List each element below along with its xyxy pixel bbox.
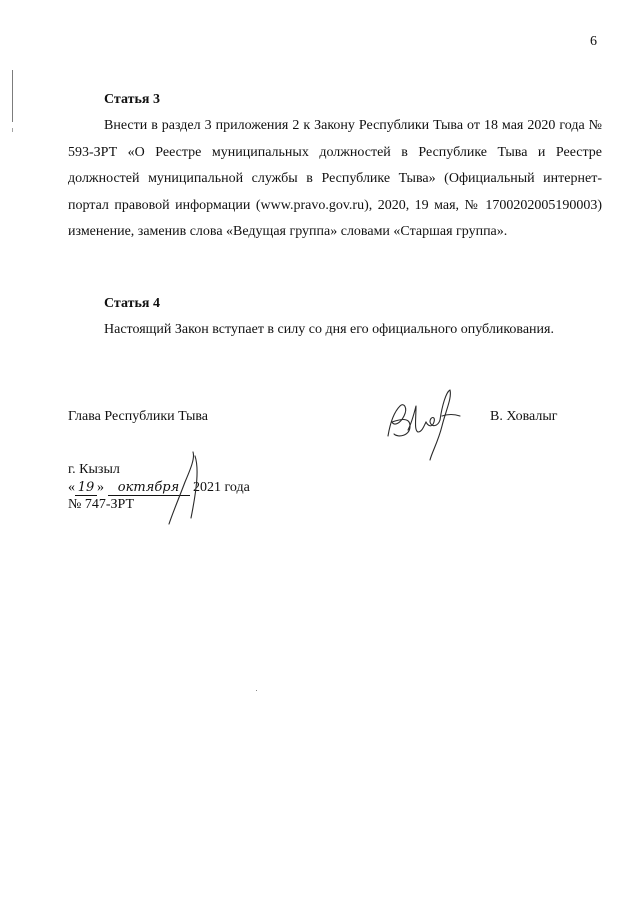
- article-4-body: Настоящий Закон вступает в силу со дня его официального опубликования.: [104, 322, 554, 337]
- signatory-position: Глава Республики Тыва: [68, 409, 209, 424]
- signatory-name: В. Ховалыг: [490, 409, 558, 424]
- page-number: 6: [590, 34, 597, 49]
- article-4-heading: Статья 4: [104, 296, 160, 311]
- article-3-body: Внести в раздел 3 приложения 2 к Закону Республики Тыва от 18 мая 2020 года № 593-ЗРТ «О Реестре муниципальных должностей в Республике Тыва и Реестре должностей муниципальной службы в Республике Тыва» (Официальный интернет-портал правовой информации (www.pravo.gov.ru), 2020, 19 мая, № 1700202005190003) изменение, заменив слова «Ведущая группа» словами «Старшая группа».: [68, 118, 602, 239]
- date-close-quote: »: [97, 480, 104, 495]
- handwritten-signature: [380, 386, 470, 466]
- scan-speck: [256, 690, 257, 691]
- law-number: № 747-ЗРТ: [68, 497, 135, 512]
- date-day: 19: [75, 480, 97, 496]
- article-3-heading: Статья 3: [104, 92, 160, 107]
- city-line: г. Кызыл: [68, 462, 120, 477]
- date-open-quote: «: [68, 480, 75, 495]
- handwritten-date-mark: [155, 448, 215, 528]
- scan-margin-line: [12, 70, 13, 122]
- scan-margin-mark: [12, 128, 13, 132]
- date-year: 2021 года: [193, 480, 250, 495]
- date-month: октября: [108, 480, 190, 496]
